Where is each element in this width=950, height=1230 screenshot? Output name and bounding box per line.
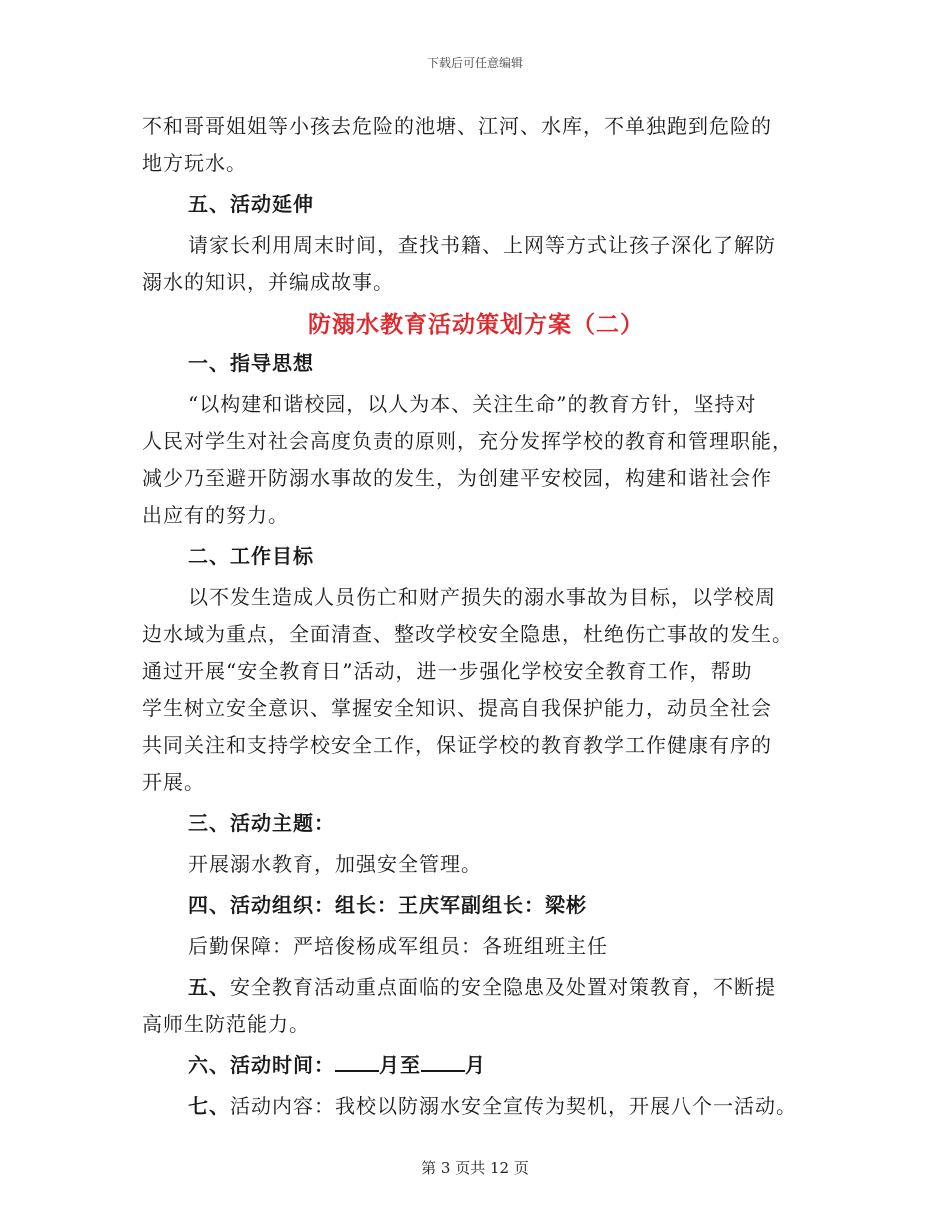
paragraph-line: 地方玩水。 [142, 151, 247, 175]
blank-underline [335, 1050, 379, 1072]
section-heading: 三、活动主题： [188, 811, 335, 835]
section-heading: 五、活动延伸 [188, 192, 314, 216]
section-heading: 一、指导思想 [188, 351, 314, 375]
paragraph-line: “以构建和谐校园，以人为本、关注生命”的教育方针，坚持对 [188, 392, 757, 416]
section-heading: 二、工作目标 [188, 544, 314, 568]
heading-text: 六、活动时间： [188, 1053, 335, 1077]
paragraph-line: 溺水的知识，并编成故事。 [142, 270, 394, 294]
paragraph-line: 以不发生造成人员伤亡和财产损失的溺水事故为目标，以学校周 [188, 585, 776, 609]
section-heading: 四、活动组织：组长：王庆军副组长：梁彬 [188, 893, 587, 917]
paragraph-line: 通过开展“安全教育日”活动，进一步强化学校安全教育工作，帮助 [142, 659, 753, 683]
paragraph-line: 高师生防范能力。 [142, 1012, 310, 1036]
paragraph-line: 开展。 [142, 770, 205, 794]
paragraph-text: 安全教育活动重点面临的安全隐患及处置对策教育，不断提 [230, 975, 776, 999]
page-footer: 第 3 页共 12 页 [421, 1159, 529, 1177]
heading-text: 月 [465, 1053, 486, 1077]
paragraph-line [142, 969, 810, 1006]
paragraph-text: 活动内容：我校以防溺水安全宣传为契机，开展八个一活动。 [230, 1094, 797, 1118]
paragraph-line: 减少乃至避开防溺水事故的发生，为创建平安校园，构建和谐社会作 [142, 466, 772, 490]
paragraph-line: 请家长利用周末时间，查找书籍、上网等方式让孩子深化了解防 [188, 233, 776, 257]
paragraph-line: 人民对学生对社会高度负责的原则，充分发挥学校的教育和管理职能， [142, 429, 793, 453]
page-header: 下载后可任意编辑 [426, 56, 523, 70]
blank-underline [421, 1050, 465, 1072]
paragraph-line: 共同关注和支持学校安全工作，保证学校的教育教学工作健康有序的 [142, 733, 772, 757]
document-title: 防溺水教育活动策划方案（二） [308, 312, 644, 338]
section-heading [142, 1047, 810, 1084]
paragraph-line: 后勤保障：严培俊杨成军组员：各班组班主任 [188, 934, 608, 958]
paragraph-line: 边水域为重点，全面清查、整改学校安全隐患，杜绝伤亡事故的发生。 [142, 622, 793, 646]
paragraph-line: 不和哥哥姐姐等小孩去危险的池塘、江河、水库，不单独跑到危险的 [142, 114, 772, 138]
document-body [142, 108, 810, 1125]
paragraph-line [142, 1088, 810, 1125]
section-number: 七、 [188, 1094, 230, 1118]
heading-text: 月至 [379, 1053, 421, 1077]
paragraph-line: 学生树立安全意识、掌握安全知识、提高自我保护能力，动员全社会 [142, 696, 772, 720]
paragraph-line: 出应有的努力。 [142, 503, 289, 527]
section-number: 五、 [188, 975, 230, 999]
paragraph-line: 开展溺水教育，加强安全管理。 [188, 852, 482, 876]
